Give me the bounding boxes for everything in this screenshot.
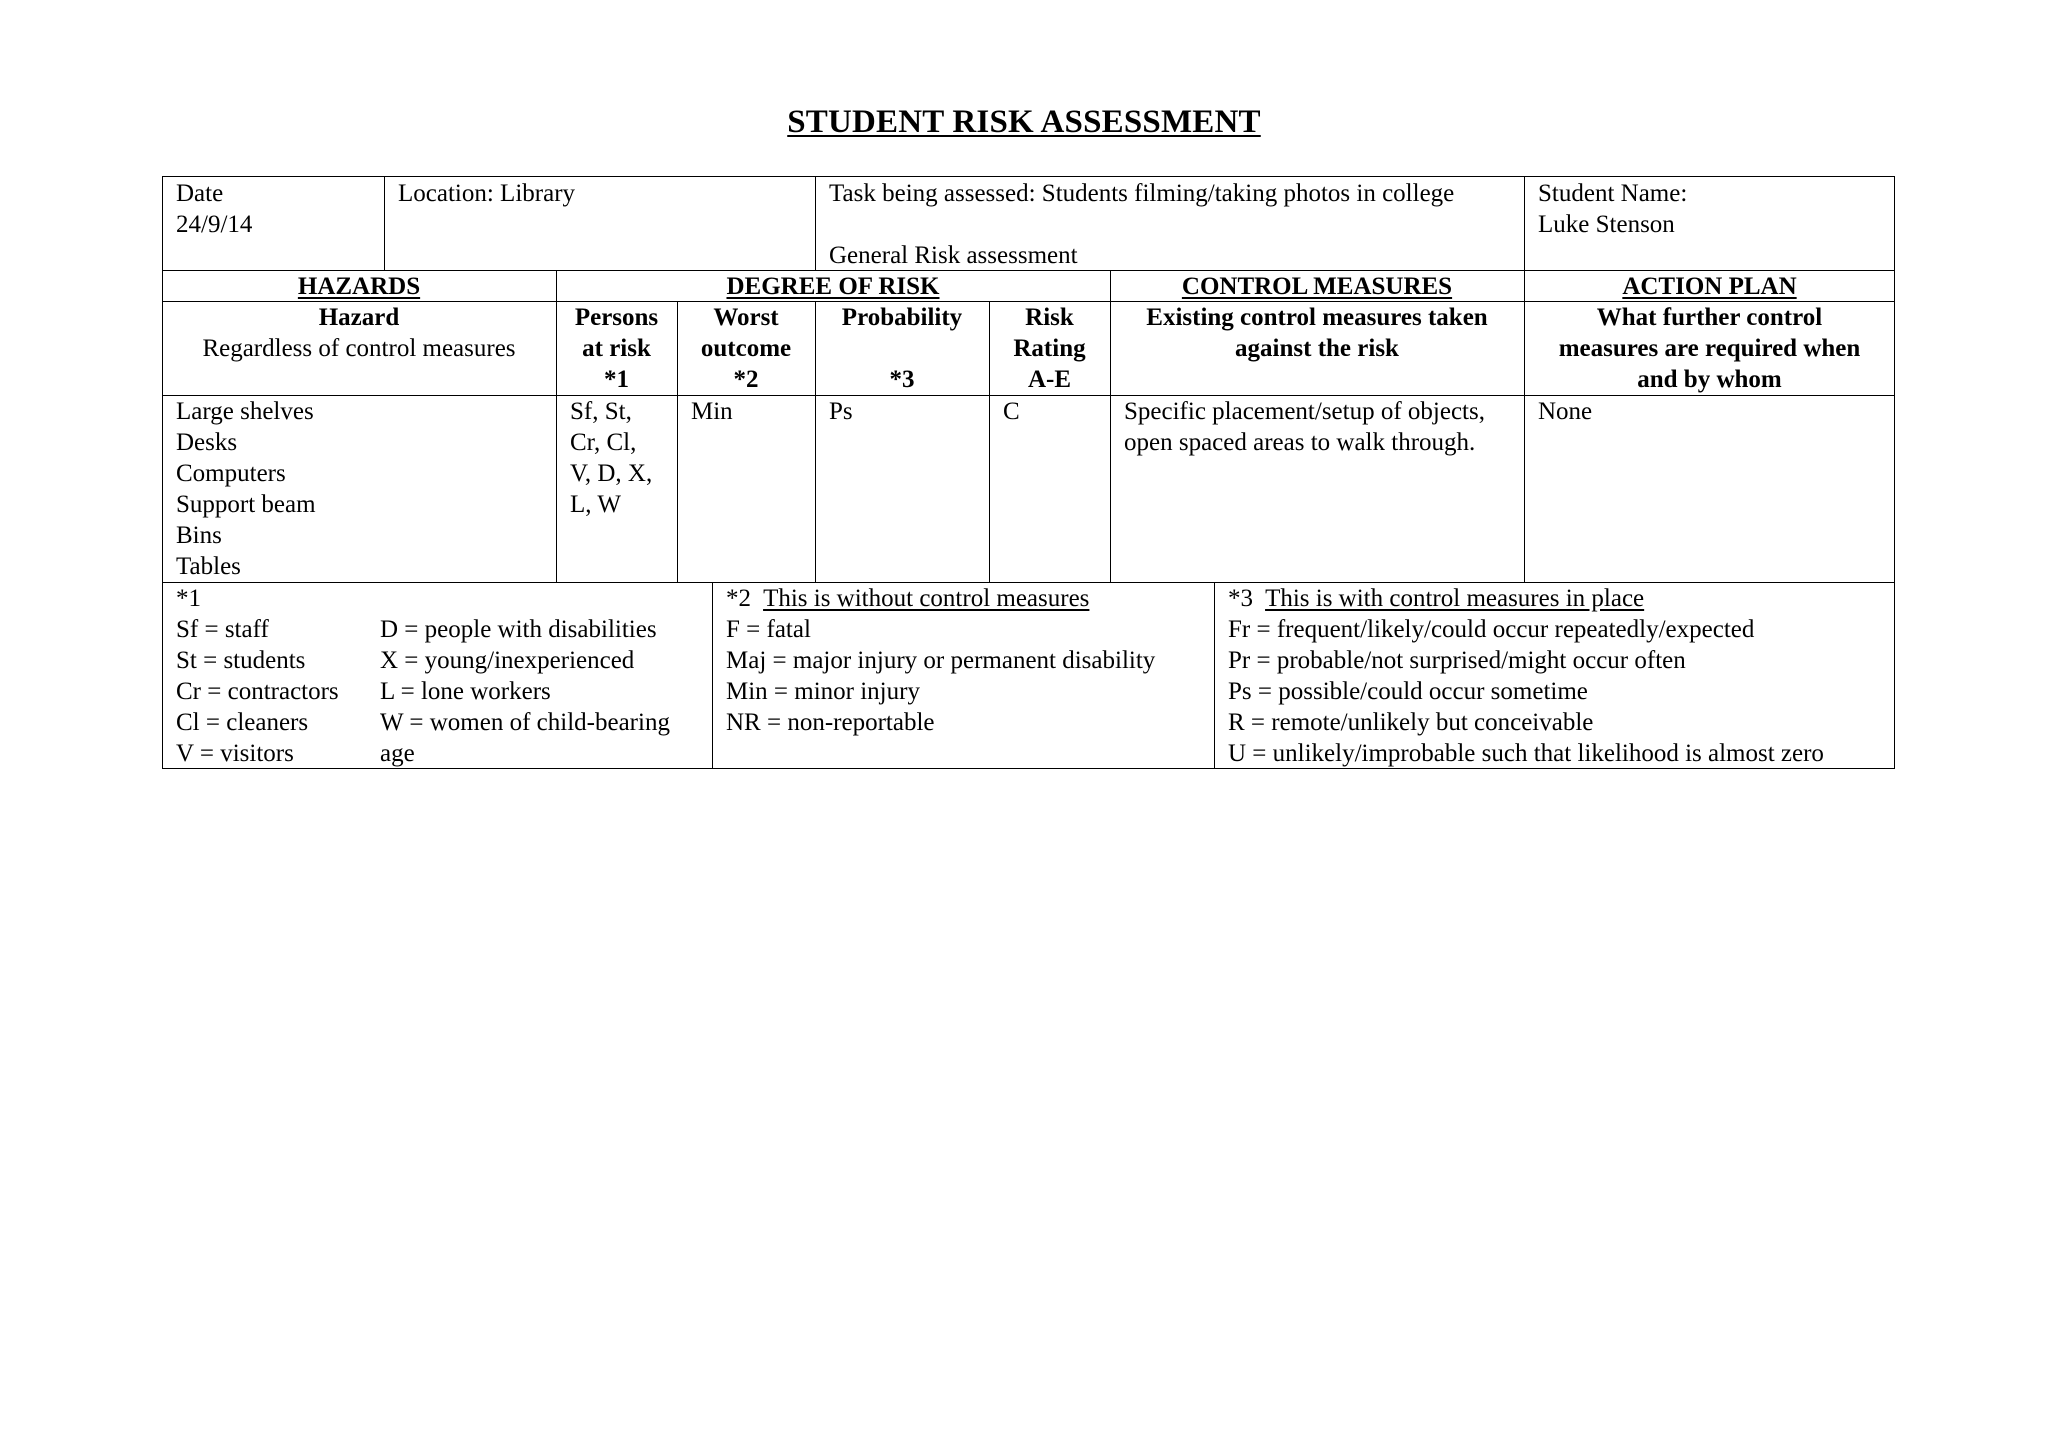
- list-item: Large shelves: [176, 398, 314, 425]
- date-label: Date: [176, 180, 224, 207]
- hazards-header: HAZARDS: [297, 273, 421, 300]
- header-line: What further control: [1596, 304, 1823, 331]
- legend-item: V = visitors: [176, 740, 294, 767]
- header-line: at risk: [582, 335, 651, 362]
- list-item: L, W: [570, 491, 621, 518]
- header-line: [815, 333, 989, 364]
- hazard-list-cell: [163, 396, 556, 582]
- list-item: Specific placement/setup of objects,: [1124, 398, 1485, 425]
- list-item: Support beam: [176, 491, 316, 518]
- legend-item: Maj = major injury or permanent disability: [726, 647, 1156, 674]
- legend-marker: *2: [726, 585, 751, 612]
- legend-item: Cl = cleaners: [176, 709, 309, 736]
- location-label: Location: Library: [398, 180, 576, 207]
- location-cell: [385, 178, 815, 209]
- header-line: Existing control measures taken: [1146, 304, 1488, 331]
- header-line: Worst: [713, 304, 779, 331]
- list-item: Sf, St,: [570, 398, 632, 425]
- date-cell: [163, 178, 384, 240]
- risk-rating-column-header: [989, 302, 1110, 395]
- header-line: Risk: [1025, 304, 1074, 331]
- legend-item: Sf = staff: [176, 616, 269, 643]
- legend-item: Fr = frequent/likely/could occur repeatedly/expected: [1228, 616, 1755, 643]
- legend-marker: *1: [176, 585, 201, 612]
- worst-outcome-column-header: [677, 302, 815, 395]
- general-assessment-label: General Risk assessment: [829, 242, 1078, 269]
- list-item: Bins: [176, 522, 222, 549]
- student-cell: [1525, 178, 1894, 240]
- legend-item: U = unlikely/improbable such that likelihood is almost zero: [1228, 740, 1824, 767]
- existing-control-column-header: [1110, 302, 1524, 364]
- legend-marker: *3: [1228, 585, 1253, 612]
- list-item: Tables: [176, 553, 241, 580]
- outcome-legend: [713, 583, 1214, 768]
- header-line: outcome: [700, 335, 792, 362]
- persons-legend: [163, 583, 712, 768]
- legend-item: R = remote/unlikely but conceivable: [1228, 709, 1594, 736]
- header-line: Persons: [574, 304, 659, 331]
- student-name-value: Luke Stenson: [1538, 211, 1675, 238]
- legend-item: Min = minor injury: [726, 678, 920, 705]
- probability-legend: [1215, 583, 1894, 768]
- header-line: *3: [889, 366, 915, 393]
- legend-title: This is with control measures in place: [1265, 585, 1645, 612]
- header-line: Probability: [841, 304, 963, 331]
- list-item: V, D, X,: [570, 460, 653, 487]
- hazard-title: Hazard: [318, 304, 400, 331]
- list-item: Cr, Cl,: [570, 429, 637, 456]
- header-line: A-E: [1027, 366, 1072, 393]
- document-title: STUDENT RISK ASSESSMENT: [787, 104, 1261, 140]
- legend-item: Ps = possible/could occur sometime: [1228, 678, 1588, 705]
- list-item: open spaced areas to walk through.: [1124, 429, 1476, 456]
- hazard-subtitle: Regardless of control measures: [202, 335, 516, 362]
- action-plan-cell: None: [1538, 398, 1593, 425]
- degree-of-risk-header: DEGREE OF RISK: [726, 273, 940, 300]
- worst-outcome-cell: Min: [691, 398, 733, 425]
- legend-item: age: [380, 740, 415, 767]
- legend-item: NR = non-reportable: [726, 709, 935, 736]
- header-line: measures are required when: [1558, 335, 1861, 362]
- hazard-column-header: [162, 302, 556, 364]
- list-item: Computers: [176, 460, 286, 487]
- date-value: 24/9/14: [176, 211, 253, 238]
- legend-title: This is without control measures: [763, 585, 1090, 612]
- legend-item: F = fatal: [726, 616, 811, 643]
- header-line: *1: [604, 366, 629, 393]
- legend-item: Cr = contractors: [176, 678, 339, 705]
- control-measures-cell: [1111, 396, 1524, 458]
- legend-item: D = people with disabilities: [380, 616, 657, 643]
- header-line: and by whom: [1637, 366, 1782, 393]
- probability-cell: Ps: [829, 398, 853, 425]
- persons-column-header: [556, 302, 677, 395]
- risk-rating-cell: C: [1003, 398, 1020, 425]
- legend-item: St = students: [176, 647, 306, 674]
- probability-column-header: [815, 302, 989, 395]
- student-name-label: Student Name:: [1538, 180, 1688, 207]
- action-plan-header: ACTION PLAN: [1622, 273, 1797, 300]
- legend-item: Pr = probable/not surprised/might occur often: [1228, 647, 1686, 674]
- legend-item: X = young/inexperienced: [380, 647, 635, 674]
- header-line: Rating: [1013, 335, 1086, 362]
- persons-at-risk-cell: [557, 396, 677, 520]
- list-item: Desks: [176, 429, 238, 456]
- task-cell: [816, 178, 1524, 271]
- legend-item: W = women of child-bearing: [380, 709, 670, 736]
- further-control-column-header: [1524, 302, 1895, 395]
- header-line: against the risk: [1235, 335, 1399, 362]
- legend-item: L = lone workers: [380, 678, 551, 705]
- task-label: Task being assessed: Students filming/taking photos in college: [829, 180, 1455, 207]
- header-line: *2: [733, 366, 759, 393]
- control-measures-header: CONTROL MEASURES: [1181, 273, 1453, 300]
